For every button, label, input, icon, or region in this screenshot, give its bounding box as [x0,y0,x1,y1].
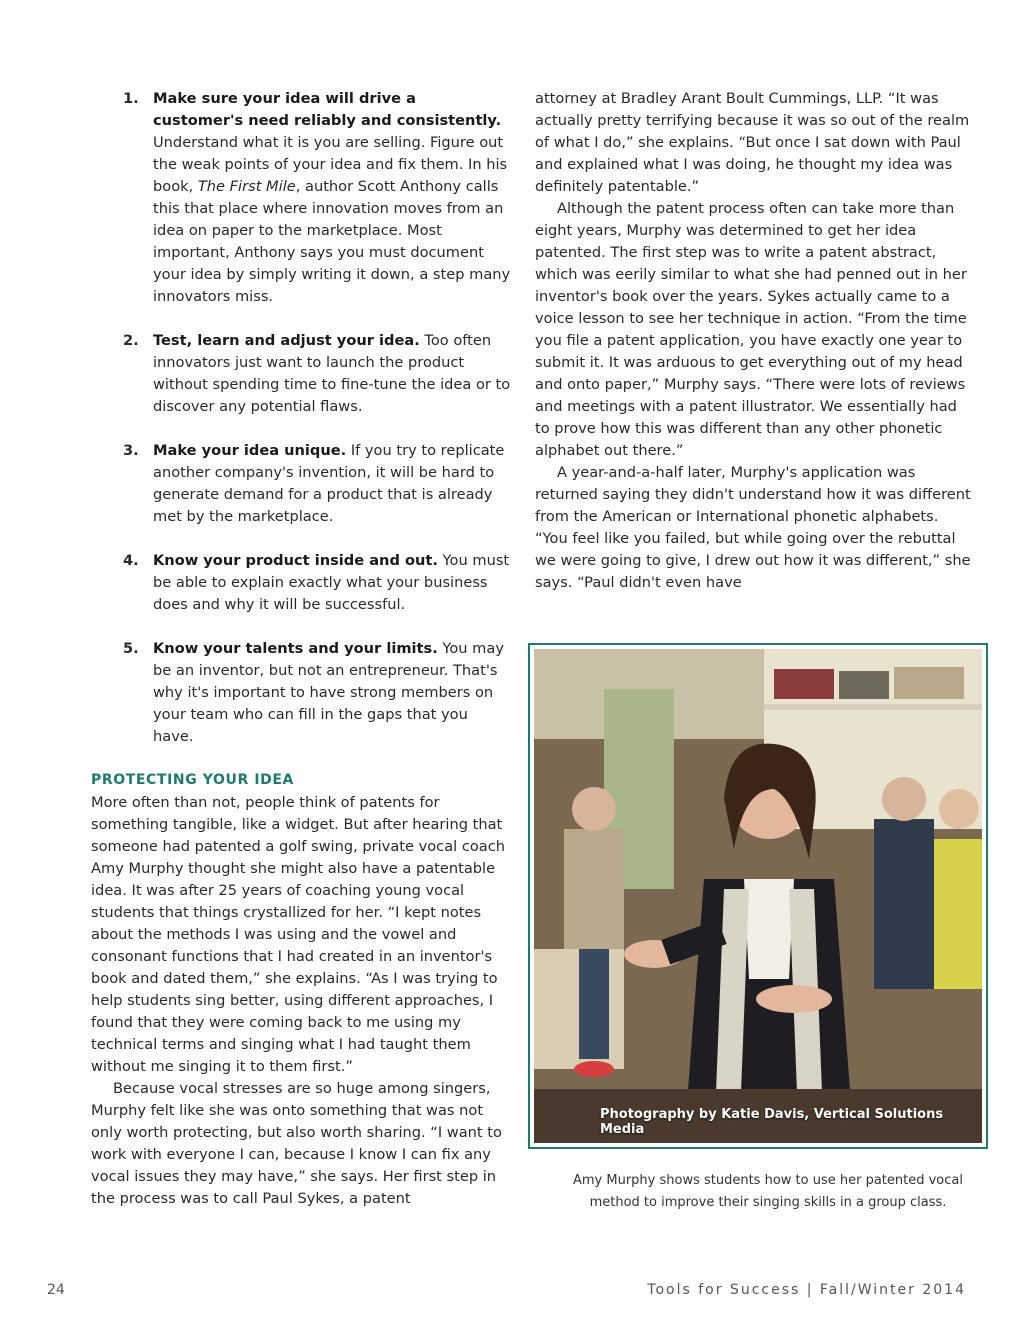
body-paragraph: Because vocal stresses are so huge among singers, Murphy felt like she was onto something that was not only worth protecting, but also worth sharing. “I want to work with everyone I can, because I know I can fix any vocal issues they may have,” she says. Her first step in the process was to call Paul Sykes, a patent [91,1080,502,1207]
tips-list [91,88,511,748]
tip-item-2 [91,330,511,418]
caption-line: Amy Murphy shows students how to use her patented vocal [572,1173,963,1188]
tip-item-1 [91,88,511,308]
tip-lead: Make sure your idea will drive a customer's need reliably and consistently. [153,90,502,129]
tip-text: Too often innovators just want to launch the product without spending time to fine-tune the idea or to discover any potential flaws. [153,332,511,415]
photo-credit: Photography by Katie Davis, Vertical Solutions Media [600,1107,944,1137]
tip-lead: Make your idea unique. [153,442,347,459]
body-paragraph: More often than not, people think of patents for something tangible, like a widget. But after hearing that someone had patented a golf swing, private vocal coach Amy Murphy thought she might also have a patentable idea. It was after 25 years of coaching young vocal students that things crystallized for her. “I kept notes about the methods I was using and the vowel and consonant functions that I had created in an inventor's book and dated them,” she explains. “As I was trying to help students sing better, using different approaches, I found that they were coming back to me using my technical terms and singing what I had taught them without me singing it to them first.” [91,794,505,1075]
tip-text: You may be an inventor, but not an entrepreneur. That's why it's important to have strong members on your team who can fill in the gaps that you have. [153,640,504,745]
tip-item-4 [91,550,511,616]
tip-number: 2. [123,332,139,349]
tip-lead: Know your product inside and out. [153,552,438,569]
photo-illustration [534,649,982,1143]
tip-number: 5. [123,640,139,657]
book-title: The First Mile [197,178,296,195]
body-paragraph: Although the patent process often can take more than eight years, Murphy was determined to get her idea patented. The first step was to write a patent abstract, which was eerily similar to what she had penned out in her inventor's book over the years. Sykes actually came to a voice lesson to see her technique in action. “From the time you file a patent application, you have exactly one year to submit it. It was arduous to get everything out of my head and onto paper,” Murphy says. “There were lots of reviews and meetings with a patent illustrator. We essentially had to prove how this was different than any other phonetic alphabet out there.” [535,200,967,459]
tip-number: 4. [123,552,139,569]
tip-lead: Test, learn and adjust your idea. [153,332,420,349]
body-paragraph: A year-and-a-half later, Murphy's application was returned saying they didn't understand how it was different from the American or International phonetic alphabets. “You feel like you failed, but while going over the rebuttal we were going to give, I drew out how it was different,” she says. “Paul didn't even have [535,464,971,591]
caption-line: method to improve their singing skills in a group class. [589,1195,947,1210]
section-heading: PROTECTING YOUR IDEA [91,772,294,788]
tip-item-5 [91,638,511,748]
left-column [91,88,511,1210]
tip-number: 1. [123,90,139,107]
photo-caption [548,1170,988,1214]
tip-item-3 [91,440,511,528]
photo-frame [528,643,988,1149]
page-number: 24 [47,1282,65,1298]
tip-text: If you try to replicate another company's invention, it will be hard to generate demand for a product that is already met by the marketplace. [153,442,505,525]
tip-lead: Know your talents and your limits. [153,640,438,657]
body-paragraph: attorney at Bradley Arant Boult Cummings, LLP. “It was actually pretty terrifying because it was so out of the realm of what I do,” she explains. “But once I sat down with Paul and explained what I was doing, he thought my idea was definitely patentable.” [535,90,970,195]
tip-text: , author Scott Anthony calls this that place where innovation moves from an idea on paper to the marketplace. Most important, Anthony says you must document your idea by simply writing it down, a step many innovators miss. [153,178,511,305]
running-footer: Tools for Success | Fall/Winter 2014 [647,1282,966,1298]
tip-text: You must be able to explain exactly what your business does and why it will be successful. [153,552,510,613]
tip-text: Understand what it is you are selling. Figure out the weak points of your idea and fix them. In his book, [153,134,508,195]
class-photo [534,649,982,1143]
right-column [535,88,975,594]
tip-number: 3. [123,442,139,459]
